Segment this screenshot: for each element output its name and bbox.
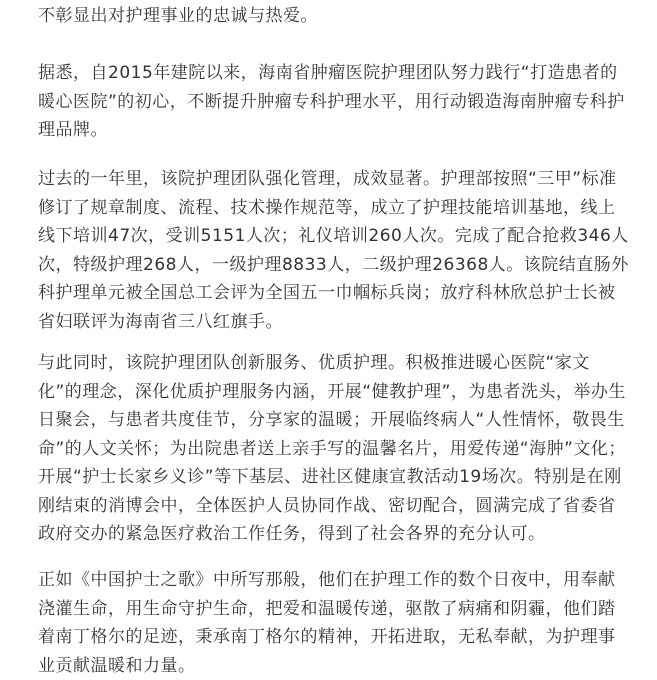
text-line: 着南丁格尔的足迹，秉承南丁格尔的精神，开拓进取，无私奉献，为护理事 <box>38 623 629 652</box>
text-line: 科护理单元被全国总工会评为全国五一巾帼标兵岗；放疗科林欣总护士长被 <box>38 279 629 308</box>
text-line: 暖心医院”的初心，不断提升肿瘤专科护理水平，用行动锻造海南肿瘤专科护 <box>38 88 629 117</box>
paragraph-2 <box>38 59 629 145</box>
text-line: 不彰显出对护理事业的忠诚与热爱。 <box>38 2 629 31</box>
text-line: 线下培训47次，受训5151人次；礼仪培训260人次。完成了配合抢救346人 <box>38 222 629 251</box>
text-line: 开展“护士长家乡义诊”等下基层、进社区健康宣教活动19场次。特别是在刚 <box>38 463 629 492</box>
paragraph-1 <box>38 2 629 31</box>
paragraph-3 <box>38 165 629 336</box>
text-line: 过去的一年里，该院护理团队强化管理，成效显著。护理部按照“三甲”标准 <box>38 165 629 194</box>
text-line: 化”的理念，深化优质护理服务内涵，开展“健教护理”，为患者洗头，举办生 <box>38 378 629 407</box>
text-line: 据悉，自2015年建院以来，海南省肿瘤医院护理团队努力践行“打造患者的 <box>38 59 629 88</box>
text-line: 理品牌。 <box>38 116 629 145</box>
text-line: 浇灌生命，用生命守护生命，把爱和温暖传递，驱散了病痛和阴霾，他们踏 <box>38 595 629 624</box>
text-line: 业贡献温暖和力量。 <box>38 652 629 680</box>
text-line: 修订了规章制度、流程、技术操作规范等，成立了护理技能培训基地，线上 <box>38 194 629 223</box>
paragraph-4 <box>38 349 629 549</box>
paragraph-5 <box>38 566 629 680</box>
text-line: 与此同时，该院护理团队创新服务、优质护理。积极推进暖心医院“家文 <box>38 349 629 378</box>
text-line: 刚结束的消博会中，全体医护人员协同作战、密切配合，圆满完成了省委省 <box>38 492 629 521</box>
text-line: 省妇联评为海南省三八红旗手。 <box>38 308 629 337</box>
text-line: 次，特级护理268人，一级护理8833人，二级护理26368人。该院结直肠外 <box>38 251 629 280</box>
text-line: 日聚会，与患者共度佳节，分享家的温暖；开展临终病人“人性情怀，敬畏生 <box>38 406 629 435</box>
text-line: 命”的人文关怀；为出院患者送上亲手写的温馨名片，用爱传递“海肿”文化； <box>38 435 629 464</box>
text-line: 政府交办的紧急医疗救治工作任务，得到了社会各界的充分认可。 <box>38 520 629 549</box>
text-line: 正如《中国护士之歌》中所写那般，他们在护理工作的数个日夜中，用奉献 <box>38 566 629 595</box>
